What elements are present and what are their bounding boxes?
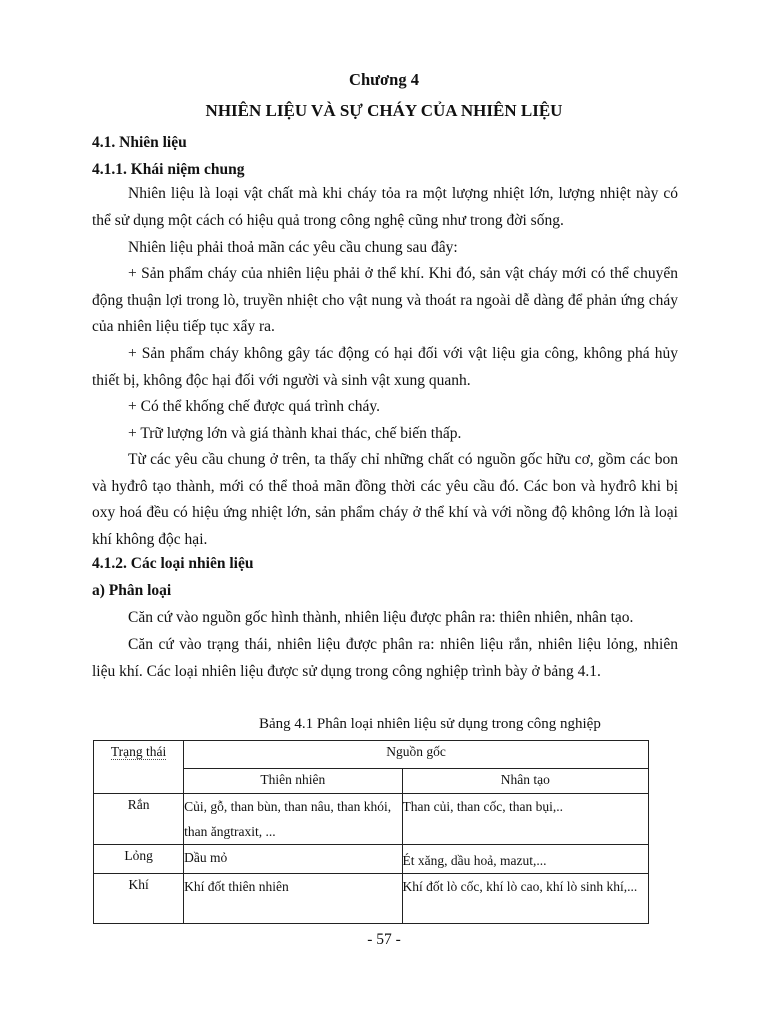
table-cell-state: Rắn [94, 794, 184, 845]
table-header-state: Trạng thái [94, 741, 184, 794]
table-header-artificial: Nhân tạo [402, 769, 648, 794]
page-number: - 57 - [367, 931, 401, 948]
table-cell-natural: Khí đốt thiên nhiên [184, 874, 402, 924]
section-heading-4-1-2: 4.1.2. Các loại nhiên liệu [92, 555, 254, 572]
table-cell-natural: Dầu mỏ [184, 845, 402, 874]
section-heading-4-1: 4.1. Nhiên liệu [92, 134, 187, 151]
paragraph: Nhiên liệu là loại vật chất mà khi cháy tỏa ra một lượng nhiệt lớn, lượng nhiệt này có thể sử dụng một cách có hiệu quả trong công nghệ cũng như trong đời sống. [92, 185, 678, 229]
table-cell-artificial: Ét xăng, dầu hoả, mazut,... [402, 845, 648, 874]
paragraph: Từ các yêu cầu chung ở trên, ta thấy chỉ những chất có nguồn gốc hữu cơ, gồm các bon và hyđrô tạo thành, mới có thể thoả mãn đồng thời các yêu cầu đó. Các bon và hyđrô khi bị oxy hoá đều có hiệu ứng nhiệt lớn, sản phẩm cháy ở thể khí và với nồng độ không lớn là loại khí không độc hại. [92, 451, 678, 548]
paragraph: Nhiên liệu phải thoả mãn các yêu cầu chung sau đây: [128, 239, 458, 256]
subsection-heading-a: a) Phân loại [92, 582, 172, 599]
table-row [94, 874, 649, 924]
chapter-title: NHIÊN LIỆU VÀ SỰ CHÁY CỦA NHIÊN LIỆU [205, 101, 563, 120]
paragraph: + Có thể khống chế được quá trình cháy. [128, 398, 381, 415]
paragraph: + Sản phẩm cháy không gây tác động có hại đối với vật liệu gia công, không phá hủy thiết bị, không độc hại đối với người và sinh vật xung quanh. [92, 345, 678, 389]
table-caption: Bảng 4.1 Phân loại nhiên liệu sử dụng trong công nghiệp [259, 716, 601, 732]
table-cell-artificial: Than củi, than cốc, than bụi,.. [402, 794, 648, 845]
table-cell-artificial: Khí đốt lò cốc, khí lò cao, khí lò sinh khí,... [402, 874, 648, 924]
paragraph: Căn cứ vào trạng thái, nhiên liệu được phân ra: nhiên liệu rắn, nhiên liệu lỏng, nhiên liệu khí. Các loại nhiên liệu được sử dụng trong công nghiệp trình bày ở bảng 4.1. [92, 636, 678, 680]
section-heading-4-1-1: 4.1.1. Khái niệm chung [92, 161, 245, 178]
paragraph: + Sản phẩm cháy của nhiên liệu phải ở thể khí. Khi đó, sản vật cháy mới có thể chuyển động thuận lợi trong lò, truyền nhiệt cho vật nung và thoát ra ngoài dễ dàng để phản ứng cháy của nhiên liệu tiếp tục xẩy ra. [92, 265, 678, 335]
table-cell-natural: Củi, gỗ, than bùn, than nâu, than khói, than ăngtraxit, ... [184, 794, 402, 845]
paragraph: Căn cứ vào nguồn gốc hình thành, nhiên liệu được phân ra: thiên nhiên, nhân tạo. [128, 609, 634, 626]
table-cell-state: Lỏng [94, 845, 184, 874]
table-row [94, 794, 649, 845]
table-header-origin: Nguồn gốc [184, 741, 649, 769]
fuel-classification-table [93, 740, 649, 924]
table-cell-state: Khí [94, 874, 184, 924]
table-header-natural: Thiên nhiên [184, 769, 402, 794]
table-row [94, 845, 649, 874]
chapter-number: Chương 4 [349, 70, 419, 89]
paragraph: + Trữ lượng lớn và giá thành khai thác, chế biến thấp. [128, 425, 462, 442]
